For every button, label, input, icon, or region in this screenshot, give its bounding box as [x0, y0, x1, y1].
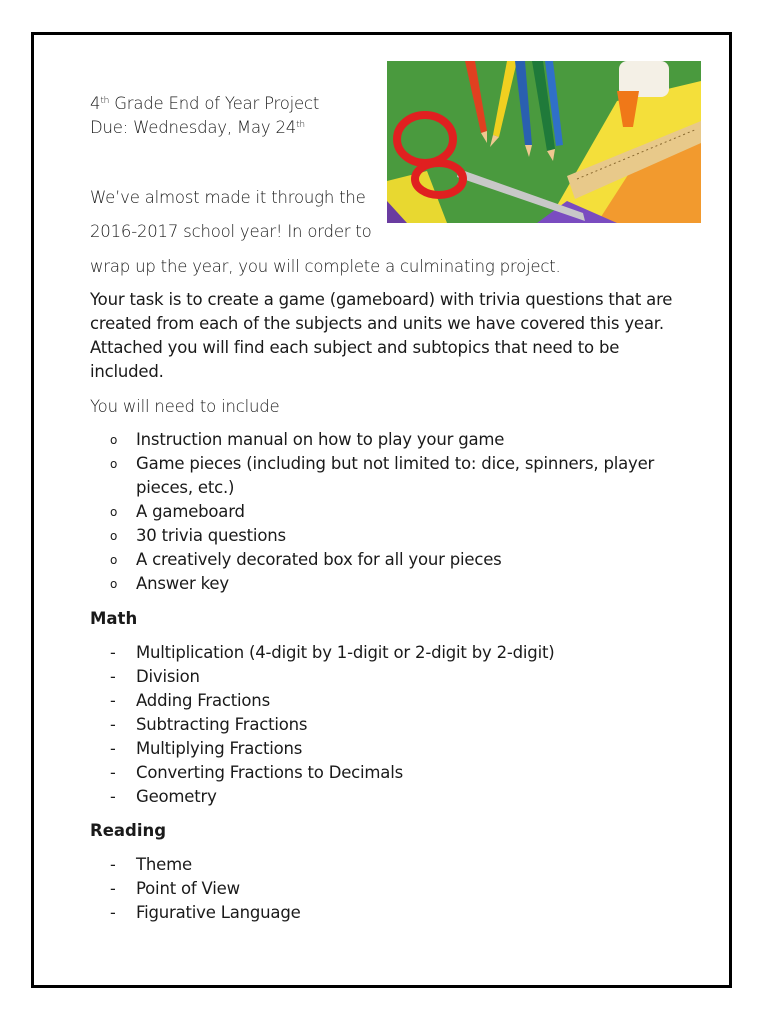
reading-heading: Reading — [90, 821, 167, 840]
include-label: You will need to include — [90, 397, 280, 416]
dash-bullet-icon: - — [110, 787, 116, 806]
intro-line-3: wrap up the year, you will complete a culminating project. — [90, 257, 561, 276]
list-item: o A gameboard — [110, 500, 656, 524]
list-item: - Adding Fractions — [110, 689, 656, 713]
reading-list — [110, 853, 656, 925]
dash-bullet-icon: - — [110, 691, 116, 710]
list-item: o Answer key — [110, 572, 656, 596]
intro-line-1: We’ve almost made it through the — [90, 188, 366, 207]
circle-bullet-icon: o — [110, 553, 118, 567]
math-list — [110, 641, 656, 809]
math-heading: Math — [90, 609, 138, 628]
list-item: - Point of View — [110, 877, 656, 901]
circle-bullet-icon: o — [110, 505, 118, 519]
circle-bullet-icon: o — [110, 433, 118, 447]
dash-bullet-icon: - — [110, 903, 116, 922]
school-supplies-photo — [387, 61, 701, 223]
dash-bullet-icon: - — [110, 763, 116, 782]
dash-bullet-icon: - — [110, 855, 116, 874]
list-item: - Multiplication (4-digit by 1-digit or 2-digit by 2-digit) — [110, 641, 656, 665]
list-item: - Figurative Language — [110, 901, 656, 925]
list-item: - Theme — [110, 853, 656, 877]
list-item: o Instruction manual on how to play your game — [110, 428, 656, 452]
circle-bullet-icon: o — [110, 577, 118, 591]
list-item: o Game pieces (including but not limited to: dice, spinners, player pieces, etc.) — [110, 454, 655, 497]
list-item: o 30 trivia questions — [110, 524, 656, 548]
intro-line-2: 2016-2017 school year! In order to — [90, 222, 372, 241]
dash-bullet-icon: - — [110, 643, 116, 662]
task-paragraph: Your task is to create a game (gameboard) with trivia questions that are created from each of the subjects and units we have covered this year. Attached you will find each subject and subtopics that need to be included. — [90, 290, 673, 381]
list-item: o A creatively decorated box for all your pieces — [110, 548, 656, 572]
list-item: - Geometry — [110, 785, 656, 809]
circle-bullet-icon: o — [110, 457, 118, 471]
dash-bullet-icon: - — [110, 739, 116, 758]
include-list — [110, 428, 656, 596]
dash-bullet-icon: - — [110, 667, 116, 686]
list-item: - Division — [110, 665, 656, 689]
list-item: - Subtracting Fractions — [110, 713, 656, 737]
dash-bullet-icon: - — [110, 715, 116, 734]
dash-bullet-icon: - — [110, 879, 116, 898]
due-date: Due: Wednesday, May 24th — [90, 118, 305, 137]
circle-bullet-icon: o — [110, 529, 118, 543]
list-item: - Converting Fractions to Decimals — [110, 761, 656, 785]
list-item: - Multiplying Fractions — [110, 737, 656, 761]
project-title: 4th Grade End of Year Project — [90, 94, 320, 113]
